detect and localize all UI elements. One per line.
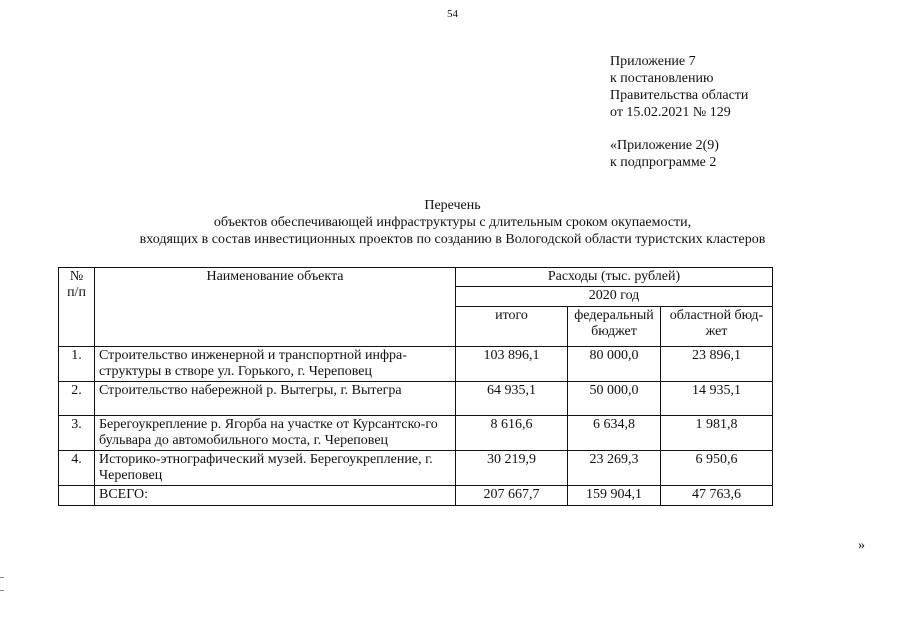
row-num: 2. (59, 382, 95, 416)
row-regional: 23 896,1 (661, 347, 773, 382)
row-regional: 6 950,6 (661, 451, 773, 486)
total-regional: 47 763,6 (661, 486, 773, 506)
row-num: 1. (59, 347, 95, 382)
row-federal: 6 634,8 (568, 416, 661, 451)
objects-table (58, 267, 773, 506)
header-total: итого (456, 307, 568, 347)
row-name: Строительство инженерной и транспортной инфра-структуры в створе ул. Горького, г. Череповец (95, 347, 456, 382)
row-name: Историко-этнографический музей. Берегоукрепление, г. Череповец (95, 451, 456, 486)
row-regional: 1 981,8 (661, 416, 773, 451)
header-name: Наименование объекта (95, 268, 456, 347)
table-row (59, 382, 773, 416)
title-line: Перечень (424, 198, 481, 213)
row-total: 30 219,9 (456, 451, 568, 486)
row-total: 64 935,1 (456, 382, 568, 416)
row-total: 103 896,1 (456, 347, 568, 382)
row-federal: 50 000,0 (568, 382, 661, 416)
appendix-line: Приложение 7 (610, 54, 696, 69)
table-row (59, 451, 773, 486)
header-expenses: Расходы (тыс. рублей) (456, 268, 773, 287)
appendix-line: Правительства области (610, 88, 749, 103)
row-regional: 14 935,1 (661, 382, 773, 416)
row-federal: 80 000,0 (568, 347, 661, 382)
appendix-ref-line: «Приложение 2(9) (610, 138, 719, 153)
row-num: 4. (59, 451, 95, 486)
appendix-ref-line: к подпрограмме 2 (610, 155, 717, 170)
total-total: 207 667,7 (456, 486, 568, 506)
row-name: Берегоукрепление р. Ягорба на участке от Курсантско-го бульвара до автомобильного моста, г. Череповец (95, 416, 456, 451)
appendix-line: к постановлению (610, 71, 714, 86)
row-num: 3. (59, 416, 95, 451)
table-row (59, 347, 773, 382)
total-row (59, 486, 773, 506)
total-num-cell (59, 486, 95, 506)
header-year: 2020 год (456, 287, 773, 307)
total-federal: 159 904,1 (568, 486, 661, 506)
document-title (0, 197, 905, 248)
closing-quote: » (858, 538, 865, 553)
page-number: 54 (447, 8, 458, 20)
header-num: № п/п (59, 268, 95, 347)
header-regional: областной бюд-жет (661, 307, 773, 347)
row-name: Строительство набережной р. Вытегры, г. Вытегра (95, 382, 456, 416)
table-row (59, 416, 773, 451)
title-line: входящих в состав инвестиционных проектов по созданию в Вологодской области туристских кластеров (139, 232, 766, 247)
header-federal: федеральный бюджет (568, 307, 661, 347)
scan-edge-mark (0, 577, 4, 591)
row-total: 8 616,6 (456, 416, 568, 451)
row-federal: 23 269,3 (568, 451, 661, 486)
total-label: ВСЕГО: (95, 486, 456, 506)
appendix-line: от 15.02.2021 № 129 (610, 105, 731, 120)
appendix-block (610, 53, 748, 171)
title-line: объектов обеспечивающей инфраструктуры с длительным сроком окупаемости, (213, 215, 692, 230)
